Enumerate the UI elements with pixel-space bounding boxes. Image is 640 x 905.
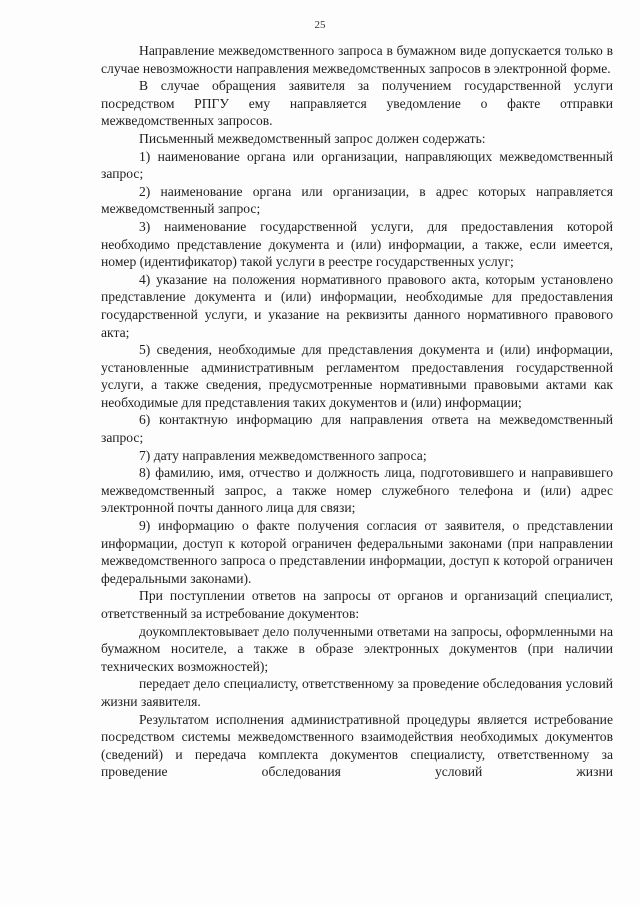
list-item: 8) фамилию, имя, отчество и должность лица, подготовившего и направившего межведомственный запрос, а также номер служебного телефона и (или) адрес электронной почты данного лица для связи; [101,465,613,516]
list-item: 1) наименование органа или организации, направляющих межведомственный запрос; [101,148,613,182]
paragraph: При поступлении ответов на запросы от органов и организаций специалист, ответственный за истребование документов: [101,588,613,621]
list-item: 6) контактную информацию для направления ответа на межведомственный запрос; [101,412,613,446]
list-item: 7) дату направления межведомственного запроса; [139,447,427,463]
list-item: 3) наименование государственной услуги, для предоставления которой необходимо представление документа и (или) информации, а также, если имеется, номер (идентификатор) такой услуги в реестре государственных услуг; [101,218,613,270]
paragraph: доукомплектовывает дело полученными ответами на запросы, оформленными на бумажном носителе, а также в образе электронных документов (при наличии технических возможностей); [101,623,613,674]
list-item: 5) сведения, необходимые для представления документа и (или) информации, установленные административным регламентом предоставления государственной услуги, а также сведения, предусмотренные нормативными правовыми актами как необходимые для представления таких документов и (или) информации; [101,342,613,410]
paragraph: В случае обращения заявителя за получением государственной услуги посредством РПГУ ему направляется уведомление о факте отправки межведомственных запросов. [101,78,613,129]
document-body [101,42,613,781]
paragraph: Результатом исполнения административной процедуры является истребование посредством системы межведомственного взаимодействия необходимых документов (сведений) и передача комплекта документов специалисту, ответственному за проведение обследования условий жизни [101,711,613,780]
paragraph: Письменный межведомственный запрос должен содержать: [139,130,486,146]
paragraph: Направление межведомственного запроса в бумажном виде допускается только в случае невозможности направления межведомственных запросов в электронной форме. [101,43,613,76]
list-item: 9) информацию о факте получения согласия от заявителя, о представлении информации, доступ к которой ограничен федеральными законами (при направлении межведомственного запроса о представлении информации, доступ к которой ограничен федеральными законами). [101,518,613,586]
list-item: 2) наименование органа или организации, в адрес которых направляется межведомственный запрос; [101,183,613,217]
list-item: 4) указание на положения нормативного правового акта, которым установлено представление документа и (или) информации, необходимые для предоставления государственной услуги, и указание на реквизиты данного нормативного правового акта; [101,271,613,340]
paragraph: передает дело специалисту, ответственному за проведение обследования условий жизни заявителя. [101,676,613,709]
page-number: 25 [314,19,326,31]
